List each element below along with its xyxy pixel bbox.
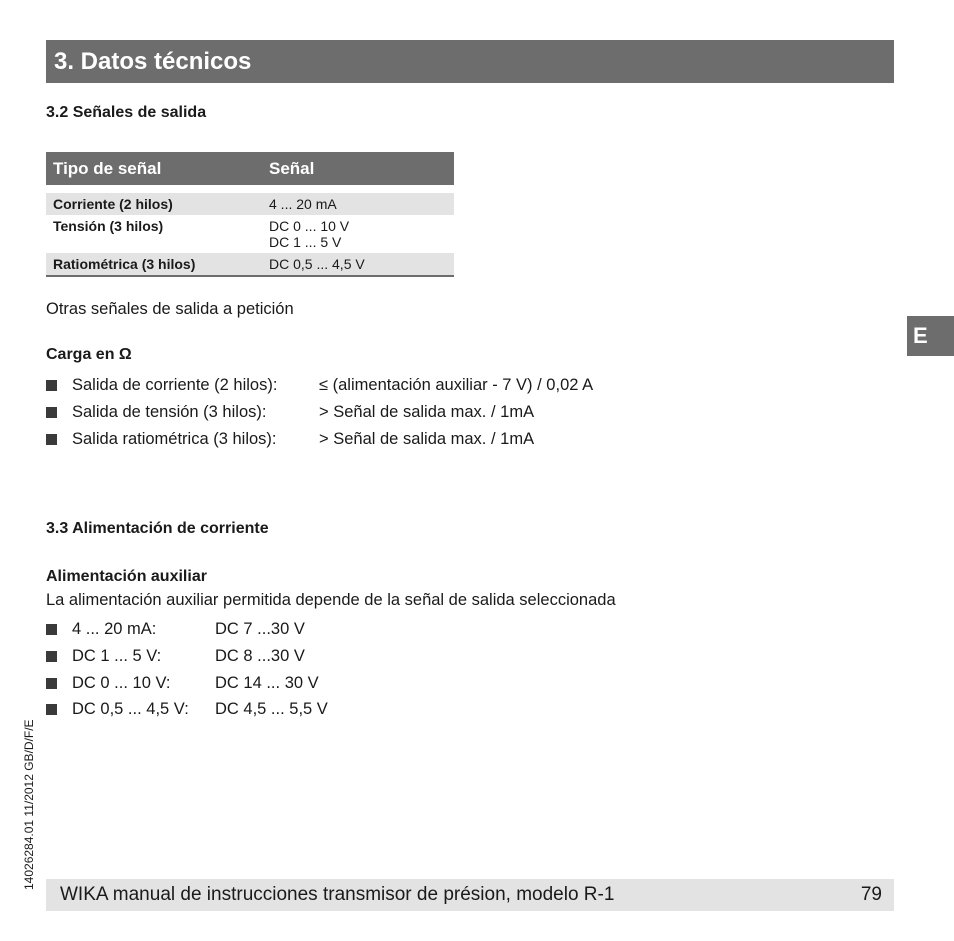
- load-label: Salida ratiométrica (3 hilos):: [72, 429, 277, 448]
- bullet-square-icon: [46, 704, 57, 715]
- supply-value: DC 7 ...30 V: [215, 619, 305, 638]
- table-row: [46, 193, 454, 215]
- supply-label: DC 0,5 ... 4,5 V:: [72, 699, 189, 718]
- list-item: [46, 645, 305, 667]
- signal-line: DC 0 ... 10 V: [269, 218, 350, 234]
- supply-value: DC 4,5 ... 5,5 V: [215, 699, 328, 718]
- load-value: > Señal de salida max. / 1mA: [319, 402, 535, 421]
- outputs-heading: 3.2 Señales de salida: [46, 104, 207, 121]
- power-description: La alimentación auxiliar permitida depende de la señal de salida seleccionada: [46, 591, 616, 609]
- load-label: Salida de tensión (3 hilos):: [72, 402, 267, 421]
- load-label: Salida de corriente (2 hilos):: [72, 375, 278, 394]
- bullet-square-icon: [46, 407, 57, 418]
- bullet-square-icon: [46, 651, 57, 662]
- footer-text: WIKA manual de instrucciones transmisor de présion, modelo R-1: [60, 884, 615, 905]
- signal-table: [46, 152, 454, 277]
- bullet-square-icon: [46, 678, 57, 689]
- table-cell-signal: 4 ... 20 mA: [265, 193, 454, 215]
- table-cell-type: Tensión (3 hilos): [53, 218, 164, 234]
- list-item: [46, 428, 534, 450]
- table-row: [46, 215, 454, 253]
- language-tab: E: [907, 316, 954, 356]
- outputs-note: Otras señales de salida a petición: [46, 300, 294, 318]
- bullet-square-icon: [46, 380, 57, 391]
- supply-label: DC 0 ... 10 V:: [72, 673, 171, 692]
- bullet-square-icon: [46, 434, 57, 445]
- list-item: [46, 698, 328, 720]
- supply-label: 4 ... 20 mA:: [72, 619, 157, 638]
- supply-value: DC 8 ...30 V: [215, 646, 305, 665]
- document-code: 14026284.01 11/2012 GB/D/F/E: [22, 719, 36, 890]
- table-cell-signal: DC 0,5 ... 4,5 V: [265, 253, 454, 276]
- load-value: ≤ (alimentación auxiliar - 7 V) / 0,02 A: [319, 375, 594, 394]
- page-number: 79: [860, 884, 882, 905]
- table-cell-signal: [265, 215, 454, 253]
- table-row: [46, 253, 454, 276]
- power-subheading: Alimentación auxiliar: [46, 568, 207, 585]
- table-cell-type: Corriente (2 hilos): [46, 193, 265, 215]
- list-item: [46, 374, 593, 396]
- supply-value: DC 14 ... 30 V: [215, 673, 319, 692]
- load-value: > Señal de salida max. / 1mA: [319, 429, 535, 448]
- column-header-signal: Señal: [265, 152, 454, 185]
- table-header-row: [46, 152, 454, 185]
- chapter-title: 3. Datos técnicos: [46, 40, 894, 83]
- load-heading: Carga en Ω: [46, 346, 132, 363]
- bullet-square-icon: [46, 624, 57, 635]
- table-cell-type: Ratiométrica (3 hilos): [46, 253, 265, 276]
- list-item: [46, 618, 305, 640]
- page-footer: [46, 879, 894, 911]
- list-item: [46, 401, 534, 423]
- list-item: [46, 672, 319, 694]
- supply-label: DC 1 ... 5 V:: [72, 646, 162, 665]
- signal-line: DC 1 ... 5 V: [269, 234, 342, 250]
- power-heading: 3.3 Alimentación de corriente: [46, 520, 269, 537]
- column-header-type: Tipo de señal: [46, 152, 265, 185]
